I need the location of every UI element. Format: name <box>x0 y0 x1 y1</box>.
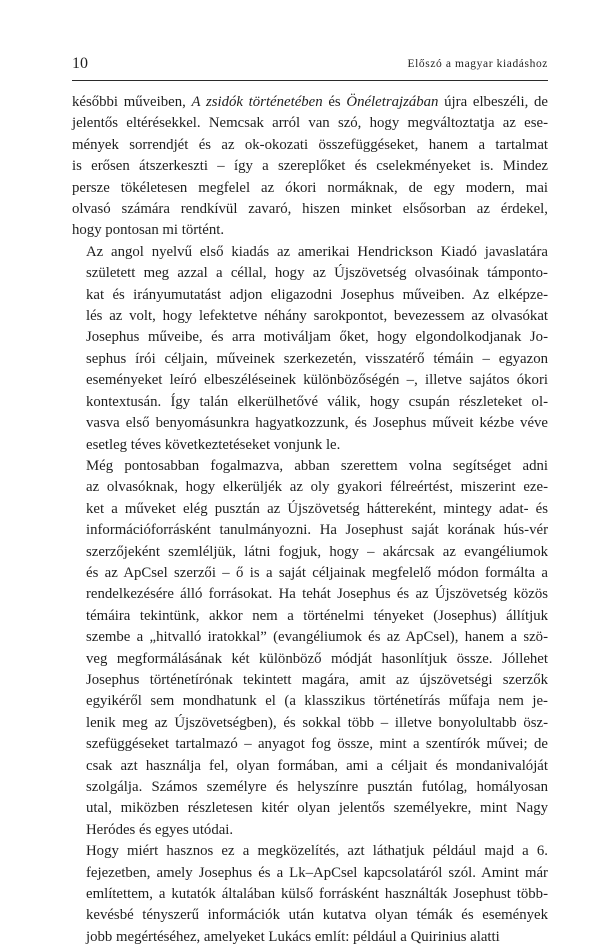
text-line <box>72 413 548 434</box>
text-line <box>72 285 548 306</box>
text-run: rendelkezésére álló forrásokat. Ha tehát Josephus és az Újszövetség közös <box>86 586 548 603</box>
text-run: jobb megértéséhez, amelyeket Lukács említ: például a Quirinius alatti <box>86 928 500 945</box>
header-rule <box>72 80 548 81</box>
paragraph <box>72 456 548 841</box>
text-line <box>72 477 548 498</box>
text-line <box>72 927 548 948</box>
text-line <box>72 520 548 541</box>
text-run: eseményeket leíró elbeszéléseinek különbözőségén –, illetve sajátos ókori <box>86 372 548 389</box>
text-line <box>72 135 548 156</box>
text-run: vasva első benyomásunkra hagyatkozzunk, és Josephus műveit kézbe véve <box>86 415 548 432</box>
page-number: 10 <box>72 55 88 72</box>
text-run: szolgálja. Számos személyre és helyszínre pusztán futólag, homályosan <box>86 779 548 795</box>
text-run: Hogy miért hasznos ez a megközelítés, azt láthatjuk például majd a 6. <box>86 843 548 860</box>
text-line <box>72 242 548 263</box>
text-run: Josephus műveibe, és arra motiváljam őket, hogy elgondolkodjanak Jo- <box>86 329 548 346</box>
text-run: szerzőjeként szemléljük, látni fogjuk, hogy – akárcsak az evangéliumok <box>86 543 548 560</box>
text-run: Josephus történetírónak tekintett magára, amit az újszövetségi szerzők <box>86 671 548 688</box>
text-line <box>72 627 548 648</box>
text-run: szefüggéseket tartalmazó – anyagot fog össze, mint a szentírók művei; de <box>86 736 548 753</box>
text-run: mények sorrendjét és az ok-okozati összefüggéseket, hanem a tartalmat <box>72 136 548 153</box>
text-run: említettem, a kutatók általában külső forrásként használták Josephust több- <box>86 886 548 903</box>
text-line <box>72 734 548 755</box>
text-run: jelentős eltérésekkel. Nemcsak arról van szó, hogy megváltoztatja az ese- <box>72 115 548 132</box>
text-run: is erősen átszerkeszti – így a szereplőket és cselekményeket is. Mindez <box>72 158 548 175</box>
text-line <box>72 199 548 220</box>
paragraph <box>72 841 548 948</box>
text-line <box>72 584 548 605</box>
text-line <box>72 670 548 691</box>
text-line <box>72 841 548 862</box>
text-run: témáira tekintünk, akkor nem a történelmi tényeket (Josephus) állítjuk <box>86 607 548 624</box>
text-run: újra elbeszéli, de <box>438 94 549 110</box>
text-run: utal, miközben részletesen kitér olyan jelentős személyekre, mint Nagy <box>86 800 548 817</box>
text-run: információforrásként tanulmányozni. Ha Josephust saját korának hús-vér <box>86 522 548 539</box>
running-head: Előszó a magyar kiadáshoz <box>407 58 548 70</box>
text-line <box>72 349 548 370</box>
text-line <box>72 542 548 563</box>
text-line <box>72 456 548 477</box>
book-title: Önéletrajzában <box>346 94 439 110</box>
text-line <box>72 691 548 712</box>
text-line <box>72 499 548 520</box>
text-run: szembe a „hitvalló iratokkal” (evangéliumok és az ApCsel), hanem a szö- <box>86 629 548 646</box>
text-run: persze tökéletesen megfelel az ókori normáknak, de egy modern, mai <box>72 179 548 196</box>
text-line <box>72 884 548 905</box>
text-run: veg megformálásának két különböző módját hasonlítjuk össze. Jóllehet <box>86 650 548 667</box>
paragraph <box>72 92 548 242</box>
text-line <box>72 820 548 841</box>
text-run: az olvasóknak, hogy elkerüljék az oly gyakori félreértést, miszerint eze- <box>86 479 548 496</box>
text-line <box>72 113 548 134</box>
text-line <box>72 392 548 413</box>
text-line <box>72 563 548 584</box>
book-title: A zsidók történetében <box>191 94 323 110</box>
text-line <box>72 905 548 926</box>
text-run: született meg azzal a céllal, hogy az Újszövetség olvasóinak támponto- <box>86 265 548 282</box>
text-line <box>72 156 548 177</box>
text-run: fejezetben, amely Josephus és a Lk–ApCsel kapcsolatáról szól. Amint már <box>86 864 548 881</box>
text-line <box>72 435 548 456</box>
text-line <box>72 713 548 734</box>
text-run: lenik meg az Újszövetségben), és sokkal több – illetve bonyolultabb ösz- <box>86 714 548 731</box>
text-line <box>72 178 548 199</box>
text-line <box>72 220 548 241</box>
text-run: és az ApCsel szerzői – ő is a saját céljainak megfelelő módon formálta a <box>86 564 548 581</box>
text-line <box>72 863 548 884</box>
text-run: Heródes és egyes utódai. <box>86 821 234 838</box>
text-run: kat és irányumutatást adjon eligazodni Josephus műveiben. Az elképze- <box>86 286 548 303</box>
text-line <box>72 649 548 670</box>
text-line <box>72 306 548 327</box>
text-run: Az angol nyelvű első kiadás az amerikai Hendrickson Kiadó javaslatára <box>86 243 548 260</box>
text-run: lés az volt, hogy lefektetve néhány sarokpontot, bevezessem az olvasókat <box>86 308 548 325</box>
text-line <box>72 263 548 284</box>
text-run: egyikéről sem mondhatunk el (a klasszikus történetírás műfaja nem je- <box>86 693 548 710</box>
text-line <box>72 92 548 113</box>
text-run: későbbi műveiben, <box>72 94 192 110</box>
text-line <box>72 606 548 627</box>
body-text <box>72 92 548 948</box>
text-run: ket a műveket elég pusztán az Újszövetség háttereként, mintegy adat- és <box>86 500 548 517</box>
text-run: olvasó számára rendkívül zavaró, hiszen minket elsősorban az érdekel, <box>72 201 548 218</box>
text-run: kontextusán. Így talán elkerülhetővé válik, hogy csupán részleteket ol- <box>86 393 548 410</box>
text-run: esetleg téves következtetéseket vonjunk le. <box>86 436 341 453</box>
text-line <box>72 777 548 798</box>
text-run: csak azt használja fel, olyan formában, ami a céljait és mondanivalóját <box>86 757 548 774</box>
text-line <box>72 798 548 819</box>
text-run: és <box>322 94 347 110</box>
text-line <box>72 756 548 777</box>
text-run: sephus írói céljain, műveinek szerkezetén, visszatérő témáin – egyazon <box>86 350 548 367</box>
text-line <box>72 370 548 391</box>
text-run: hogy pontosan mi történt. <box>72 222 225 239</box>
text-line <box>72 327 548 348</box>
paragraph <box>72 242 548 456</box>
text-run: Még pontosabban fogalmazva, abban szerettem volna segítséget adni <box>86 457 548 474</box>
text-run: kevésbé tényszerű információk után kutatva olyan témák és események <box>86 907 548 924</box>
